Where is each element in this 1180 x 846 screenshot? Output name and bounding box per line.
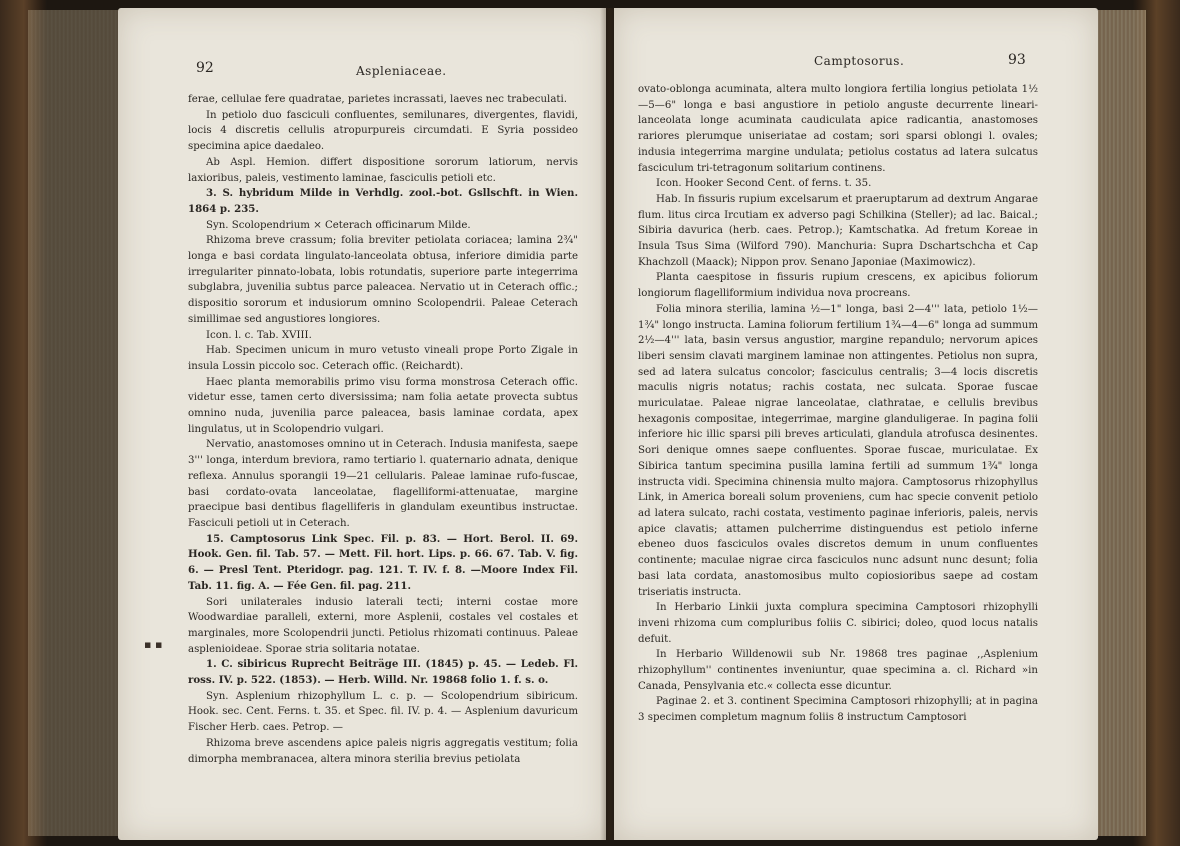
page-edges-right xyxy=(1098,10,1146,836)
left-page xyxy=(118,8,606,840)
running-head: Camptosorus. xyxy=(814,54,905,68)
synonym-line: Syn. Scolopendrium × Ceterach officinarum Milde. xyxy=(206,219,471,231)
paragraph: ovato-oblonga acuminata, altera multo longiora fertilia longius petiolata 1½—5—6" longa e basi angustiore in petiolo anguste decurrente lineari-lanceolata longe acuminata caudiculata apice radicantia, anastomoses rariores plerumque uniseriatae ad costam; sori sparsi oblongi l. ovales; indusia integerrima margine undulata; petiolus costatus ad latera sulcatus fasciculum tri-tetragonum solitarium continens. xyxy=(638,84,1038,174)
paragraph: Rhizoma breve crassum; folia breviter petiolata coriacea; lamina 2¾" longa e basi cordata lingulato-lanceolata obtusa, inferiore dimidia parte irregulariter pinnato-lobata, lobis rotundatis, superiore parte integerrima subglabra, juvenilia subtus parce paleacea. Nervatio ut in Ceterach offic.; dispositio sororum et indusiorum omnino Scolopendrii. Paleae Ceterach simillimae sed angustiores longiores. xyxy=(188,235,578,325)
right-page xyxy=(614,8,1098,840)
page-body xyxy=(188,92,578,767)
margin-mark: ▪ ▪ xyxy=(144,638,163,651)
paragraph: In Herbario Willdenowii sub Nr. 19868 tres paginae ,,Asplenium rhizophyllum'' continentes inveniuntur, quae specimina a. cl. Richard »in Canada, Pensylvania etc.« collecta esse dicuntur. xyxy=(638,649,1038,692)
habitat-line: Hab. In fissuris rupium excelsarum et praeruptarum ad dextrum Angarae flum. litus circa Ircutiam ex adverso pagi Schilkina (Steller); ad lac. Baical.; Sibiria davurica (herb. caes. Petrop.); Kamtschatka. Ad fretum Koreae in Insula Tsus Sima (Wilford 790). Manchuria: Supra Dschartschcha et Cap Khachzoll (Maack); Nippon prov. Senano Japoniae (Maximowicz). xyxy=(638,193,1038,268)
page-body xyxy=(638,82,1038,726)
paragraph: Planta caespitose in fissuris rupium crescens, ex apicibus foliorum longiorum flagelliformium individua nova procreans. xyxy=(638,272,1038,300)
paragraph: Nervatio, anastomoses omnino ut in Ceterach. Indusia manifesta, saepe 3''' longa, interdum breviora, ramo tertiario l. quaternario adnata, denique reflexa. Annulus sporangii 19—21 cellularis. Paleae laminae rufo-fuscae, basi cordato-ovata lanceolatae, flagelliformi-attenuatae, margine praecipue basi dentibus flagelliferis in glandulam exeuntibus instructae. Fasciculi petioli ut in Ceterach. xyxy=(188,439,578,529)
species-heading: 3. S. hybridum Milde in Verhdlg. zool.-bot. Gsllschft. in Wien. 1864 p. 235. xyxy=(188,187,578,215)
paragraph: Haec planta memorabilis primo visu forma monstrosa Ceterach offic. videtur esse, tamen certo diversissima; nam folia aetate provecta subtus omnino nuda, juvenilia parce paleacea, basis laminae cordata, apex lingulatus, ut in Scolopendrio vulgari. xyxy=(188,376,578,435)
paragraph: Ab Aspl. Hemion. differt dispositione sororum latiorum, nervis laxioribus, paleis, vestimento laminae, fasciculis petioli etc. xyxy=(188,156,578,184)
paragraph: Paginae 2. et 3. continent Specimina Camptosori rhizophylli; at in pagina 3 specimen completum magnum foliis 8 instructum Camptosori xyxy=(638,696,1038,724)
paragraph: In Herbario Linkii juxta complura specimina Camptosori rhizophylli inveni rhizoma cum compluribus foliis C. sibirici; doleo, quod locus natalis defuit. xyxy=(638,602,1038,645)
paragraph: Folia minora sterilia, lamina ½—1" longa, basi 2—4''' lata, petiolo 1½—1¾" longo instructa. Lamina foliorum fertilium 1¾—4—6" longa ad summum 2½—4''' lata, basin versus angustior, margine repandulo; nervorum apices liberi sensim clavati marginem laminae non attingentes. Petiolus non supra, sed ad latera sulcatus concolor; fasciculus centralis; 3—4 locis discretis maculis nigris notatus; rachis costata, nec sulcata. Sporae fuscae muriculatae. Paleae nigrae lanceolatae, clathratae, e cellulis brevibus hexagonis compositae, integerrimae, margine glanduligerae. In pagina folii inferiore hic illic sparsi pili breves articulati, glandula atrofusca desinentes. Sori denique omnes saepe confluentes. Sporae fuscae, muriculatae. Ex Sibirica tantum specimina pusilla lamina fertili ad summum 1¾" longa instructa vidi. Specimina chinensia multo majora. Camptosorus rhizophyllus Link, in America boreali solum proveniens, cum hac specie convenit petiolo ad latera sulcato, rachi costata, vestimento paginae inferioris, paleis, nervis apice clavatis; attamen pulcherrime distinguendus est petiolo inferne ebeneo duos fasciculos ovales discretos demum in unum confluentes continente; maculae nigrae circa fasciculos nunc adsunt nunc desunt; folia basi lata cordata, anastomosibus multo copiosioribus saepe ad costam triseriatis instructa. xyxy=(638,303,1038,598)
habitat-line: Hab. Specimen unicum in muro vetusto vineali prope Porto Zigale in insula Lossin piccolo soc. Ceterach offic. (Reichardt). xyxy=(188,345,578,372)
page-edges-left xyxy=(28,10,118,836)
running-head: Aspleniaceae. xyxy=(356,64,447,78)
paragraph: ferae, cellulae fere quadratae, parietes incrassati, laeves nec trabeculati. xyxy=(188,94,567,105)
species-heading: 1. C. sibiricus Ruprecht Beiträge III. (1845) p. 45. — Ledeb. Fl. ross. IV. p. 522. (1853). — Herb. Willd. Nr. 19868 folio 1. f. s. o. xyxy=(188,658,578,687)
icon-line: Icon. Hooker Second Cent. of ferns. t. 35. xyxy=(656,178,872,190)
icon-line: Icon. l. c. Tab. XVIII. xyxy=(206,329,312,341)
synonym-line: Syn. Asplenium rhizophyllum L. c. p. — Scolopendrium sibiricum. Hook. sec. Cent. Ferns. t. 35. et Spec. fil. IV. p. 4. — Asplenium davuricum Fischer Herb. caes. Petrop. — xyxy=(188,690,578,734)
page-number: 92 xyxy=(196,60,214,76)
paragraph: Sori unilaterales indusio laterali tecti; interni costae more Woodwardiae paralleli, externi, more Asplenii, costales vel costales et marginales, more Scolopendrii juncti. Petiolus rhizomati continuus. Paleae asplenioideae. Sporae stria solitaria notatae. xyxy=(188,596,578,655)
paragraph: In petiolo duo fasciculi confluentes, semilunares, divergentes, flavidi, locis 4 discretis cellulis atropurpureis circumdati. E Syria possideo specimina apice daedaleo. xyxy=(188,109,578,153)
page-number: 93 xyxy=(1008,52,1026,68)
genus-heading: 15. Camptosorus Link Spec. Fil. p. 83. — Hort. Berol. II. 69. Hook. Gen. fil. Tab. 57. — Mett. Fil. hort. Lips. p. 66. 67. Tab. V. fig. 6. — Presl Tent. Pteridogr. pag. 121. T. IV. f. 8. —Moore Index Fil. Tab. 11. fig. A. — Fée Gen. fil. pag. 211. xyxy=(188,532,578,592)
paragraph: Rhizoma breve ascendens apice paleis nigris aggregatis vestitum; folia dimorpha membranacea, altera minora sterilia brevius petiolata xyxy=(188,737,578,765)
